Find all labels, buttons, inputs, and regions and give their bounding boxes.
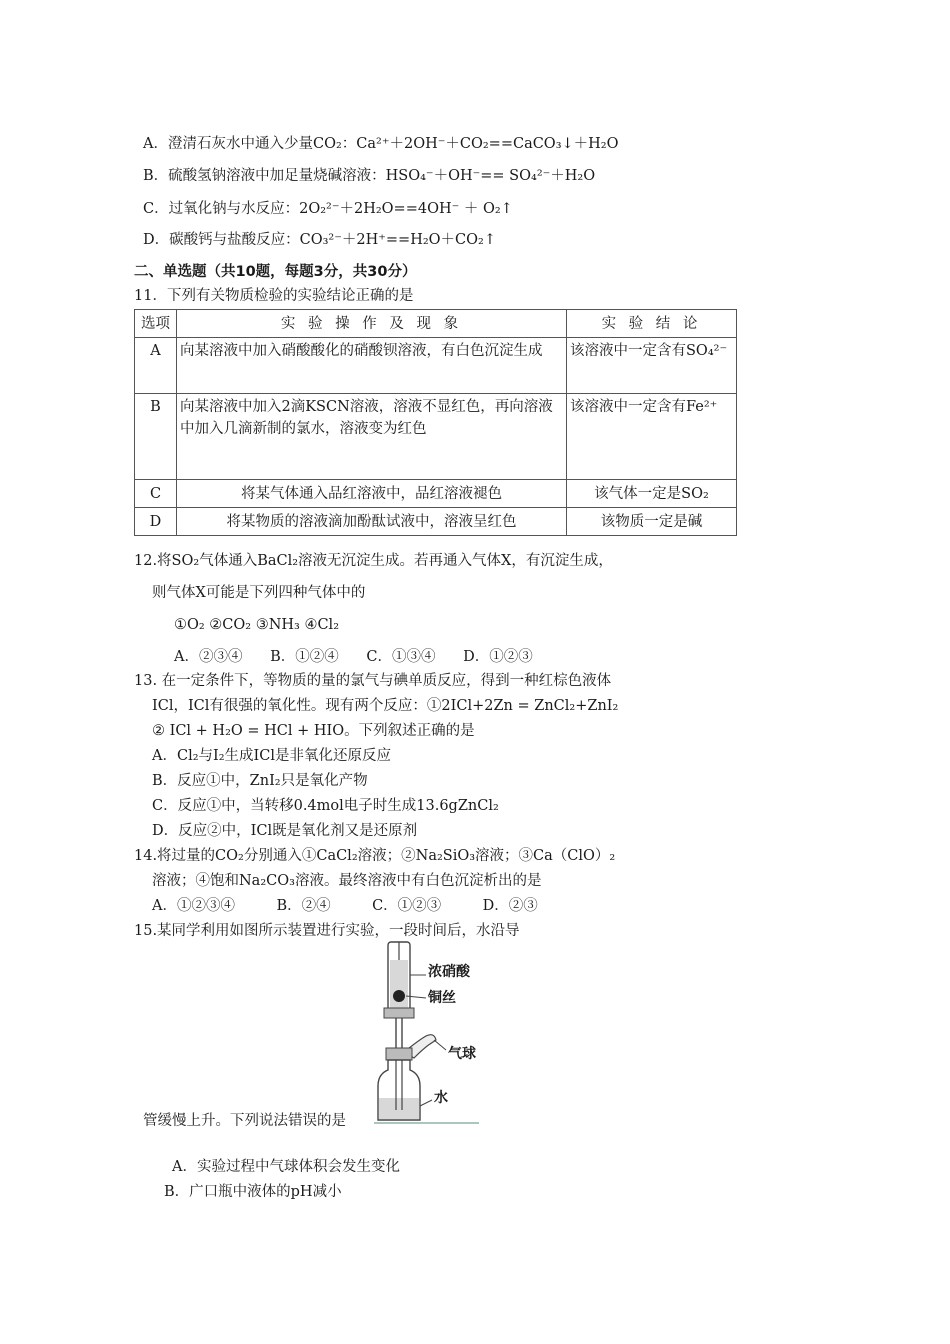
label-conc-nitric-acid: 浓硝酸 [428, 964, 470, 980]
apparatus-figure [374, 940, 494, 1129]
row-conclusion: 该溶液中一定含有Fe²⁺ [567, 394, 737, 480]
table-row [135, 338, 737, 394]
q13-option-d: D．反应②中，ICl既是氧化剂又是还原剂 [152, 823, 418, 839]
q13-line3: ② ICl + H₂O = HCl + HIO。下列叙述正确的是 [152, 723, 475, 739]
label-water: 水 [434, 1090, 448, 1106]
label-copper-wire: 铜丝 [428, 990, 456, 1006]
q14-line2: 溶液；④饱和Na₂CO₃溶液。最终溶液中有白色沉淀析出的是 [152, 873, 542, 889]
section-title: 二、单选题（共10题，每题3分，共30分） [134, 264, 417, 280]
header-option: 选项 [135, 310, 177, 338]
q12-line3: ①O₂ ②CO₂ ③NH₃ ④Cl₂ [174, 617, 340, 633]
header-operation: 实 验 操 作 及 现 象 [177, 310, 567, 338]
row-operation: 向某溶液中加入硝酸酸化的硝酸钡溶液，有白色沉淀生成 [177, 338, 567, 394]
q11-stem: 11．下列有关物质检验的实验结论正确的是 [134, 288, 414, 304]
row-operation: 将某物质的溶液滴加酚酞试液中，溶液呈红色 [177, 508, 567, 536]
q12-options: A．②③④ B．①②④ C．①③④ D．①②③ [174, 649, 533, 665]
header-conclusion: 实 验 结 论 [567, 310, 737, 338]
table-row [135, 394, 737, 480]
row-conclusion: 该溶液中一定含有SO₄²⁻ [567, 338, 737, 394]
q13-option-b: B．反应①中，ZnI₂只是氧化产物 [152, 773, 368, 789]
row-option: C [135, 480, 177, 508]
row-operation: 将某气体通入品红溶液中，品红溶液褪色 [177, 480, 567, 508]
q13-line2: ICl，ICl有很强的氧化性。现有两个反应：①2ICl+2Zn = ZnCl₂+ZnI₂ [152, 698, 619, 714]
label-balloon: 气球 [448, 1046, 476, 1062]
q15-line2: 管缓慢上升。下列说法错误的是 [143, 1113, 346, 1129]
q10-option-c: C．过氧化钠与水反应：2O₂²⁻＋2H₂O==4OH⁻ ＋ O₂↑ [143, 201, 513, 217]
q15-option-a: A．实验过程中气球体积会发生变化 [172, 1159, 400, 1175]
q13-option-a: A．Cl₂与I₂生成ICl是非氧化还原反应 [152, 748, 392, 764]
row-conclusion: 该气体一定是SO₂ [567, 480, 737, 508]
row-operation: 向某溶液中加入2滴KSCN溶液，溶液不显红色，再向溶液中加入几滴新制的氯水，溶液变为红色 [177, 394, 567, 480]
q12-line2: 则气体X可能是下列四种气体中的 [152, 585, 366, 601]
q15-option-b: B．广口瓶中液体的pH减小 [164, 1184, 342, 1200]
q14-line1: 14.将过量的CO₂分别通入①CaCl₂溶液；②Na₂SiO₃溶液；③Ca（ClO）₂ [134, 848, 616, 864]
q13-option-c: C．反应①中，当转移0.4mol电子时生成13.6gZnCl₂ [152, 798, 499, 814]
q11-table [134, 309, 737, 536]
q15-line1: 15.某同学利用如图所示装置进行实验，一段时间后，水沿导 [134, 923, 520, 939]
q12-line1: 12.将SO₂气体通入BaCl₂溶液无沉淀生成。若再通入气体X，有沉淀生成， [134, 553, 613, 569]
q13-line1: 13. 在一定条件下，等物质的量的氯气与碘单质反应，得到一种红棕色液体 [134, 673, 612, 689]
q10-option-d: D．碳酸钙与盐酸反应：CO₃²⁻＋2H⁺==H₂O＋CO₂↑ [143, 232, 496, 248]
q10-option-b: B．硫酸氢钠溶液中加足量烧碱溶液：HSO₄⁻＋OH⁻== SO₄²⁻＋H₂O [143, 168, 596, 184]
q14-options: A．①②③④ B．②④ C．①②③ D．②③ [152, 898, 538, 914]
q10-option-a: A．澄清石灰水中通入少量CO₂：Ca²⁺＋2OH⁻＋CO₂==CaCO₃↓＋H₂O [143, 136, 619, 152]
table-row [135, 480, 737, 508]
row-option: D [135, 508, 177, 536]
row-option: A [135, 338, 177, 394]
table-row [135, 508, 737, 536]
row-conclusion: 该物质一定是碱 [567, 508, 737, 536]
row-option: B [135, 394, 177, 480]
